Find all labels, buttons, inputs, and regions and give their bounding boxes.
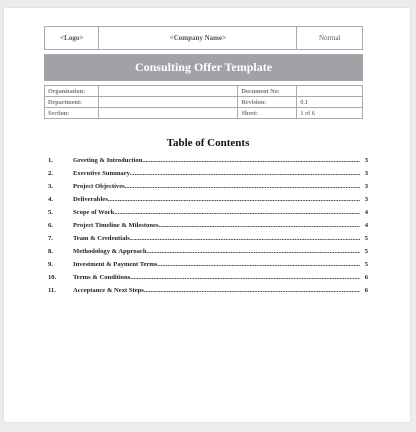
toc-item[interactable] (48, 169, 368, 182)
toc-item-page: 5 (364, 261, 368, 268)
toc-item-number: 11. (48, 287, 56, 294)
toc-item-number: 7. (48, 235, 53, 242)
toc-item-label[interactable]: Team & Credentials (73, 235, 130, 242)
toc-item-number: 10. (48, 274, 57, 281)
company-name-placeholder: <Company Name> (99, 27, 297, 50)
toc-item-page: 6 (364, 274, 368, 281)
toc-item-number: 9. (48, 261, 53, 268)
toc-item-label[interactable]: Scope of Work (73, 209, 115, 216)
toc-item[interactable] (48, 182, 368, 195)
toc-item-number: 2. (48, 170, 53, 177)
document-title: Consulting Offer Template (45, 55, 363, 81)
toc-item[interactable] (48, 260, 368, 273)
section-value[interactable] (99, 108, 238, 119)
toc-item-number: 5. (48, 209, 53, 216)
toc-item-label[interactable]: Project Timeline & Milestones (73, 222, 159, 229)
toc-item-number: 4. (48, 196, 53, 203)
info-row (45, 97, 363, 108)
toc-item-page: 3 (364, 196, 368, 203)
toc-item-number: 3. (48, 183, 53, 190)
revision-value[interactable]: 0.1 (297, 97, 363, 108)
organization-label: Organization: (45, 86, 99, 97)
toc-item-number: 8. (48, 248, 53, 255)
toc-item-page: 4 (364, 222, 368, 229)
toc-item-label[interactable]: Methodology & Approach (73, 248, 147, 255)
department-value[interactable] (99, 97, 238, 108)
toc-title: Table of Contents (166, 137, 250, 149)
toc-item[interactable] (48, 247, 368, 260)
toc-item[interactable] (48, 273, 368, 286)
toc-item-page: 5 (364, 235, 368, 242)
toc-item-number: 1. (48, 157, 53, 164)
toc-item[interactable] (48, 156, 368, 169)
department-label: Department: (45, 97, 99, 108)
toc-item-number: 6. (48, 222, 53, 229)
toc-item-page: 4 (364, 209, 368, 216)
sheet-label: Sheet: (238, 108, 297, 119)
style-label: Normal (297, 27, 363, 50)
organization-value[interactable] (99, 86, 238, 97)
toc-item-label[interactable]: Greeting & Introduction (73, 157, 143, 164)
toc-item-label[interactable]: Project Objectives (73, 183, 125, 190)
table-of-contents (48, 156, 368, 299)
document-no-label: Document No: (238, 86, 297, 97)
toc-item-label[interactable]: Terms & Conditions (73, 274, 131, 281)
toc-item-label[interactable]: Deliverables (73, 196, 108, 203)
toc-item-label[interactable]: Investment & Payment Terms (73, 261, 158, 268)
toc-item[interactable] (48, 221, 368, 234)
revision-label: Revision: (238, 97, 297, 108)
toc-item[interactable] (48, 208, 368, 221)
toc-item-page: 6 (364, 287, 368, 294)
toc-item-page: 5 (364, 248, 368, 255)
toc-item[interactable] (48, 234, 368, 247)
toc-item-page: 3 (364, 157, 368, 164)
section-label: Section: (45, 108, 99, 119)
toc-item-page: 3 (364, 183, 368, 190)
info-row (45, 108, 363, 119)
toc-item-label[interactable]: Acceptance & Next Steps (73, 287, 144, 294)
toc-item-page: 3 (364, 170, 368, 177)
sheet-value[interactable]: 1 of 6 (297, 108, 363, 119)
logo-placeholder: <Logo> (45, 27, 99, 50)
toc-item[interactable] (48, 195, 368, 208)
info-row (45, 86, 363, 97)
toc-item[interactable] (48, 286, 368, 299)
toc-item-label[interactable]: Executive Summary (73, 170, 130, 177)
document-header-table (44, 26, 363, 119)
document-no-value[interactable] (297, 86, 363, 97)
